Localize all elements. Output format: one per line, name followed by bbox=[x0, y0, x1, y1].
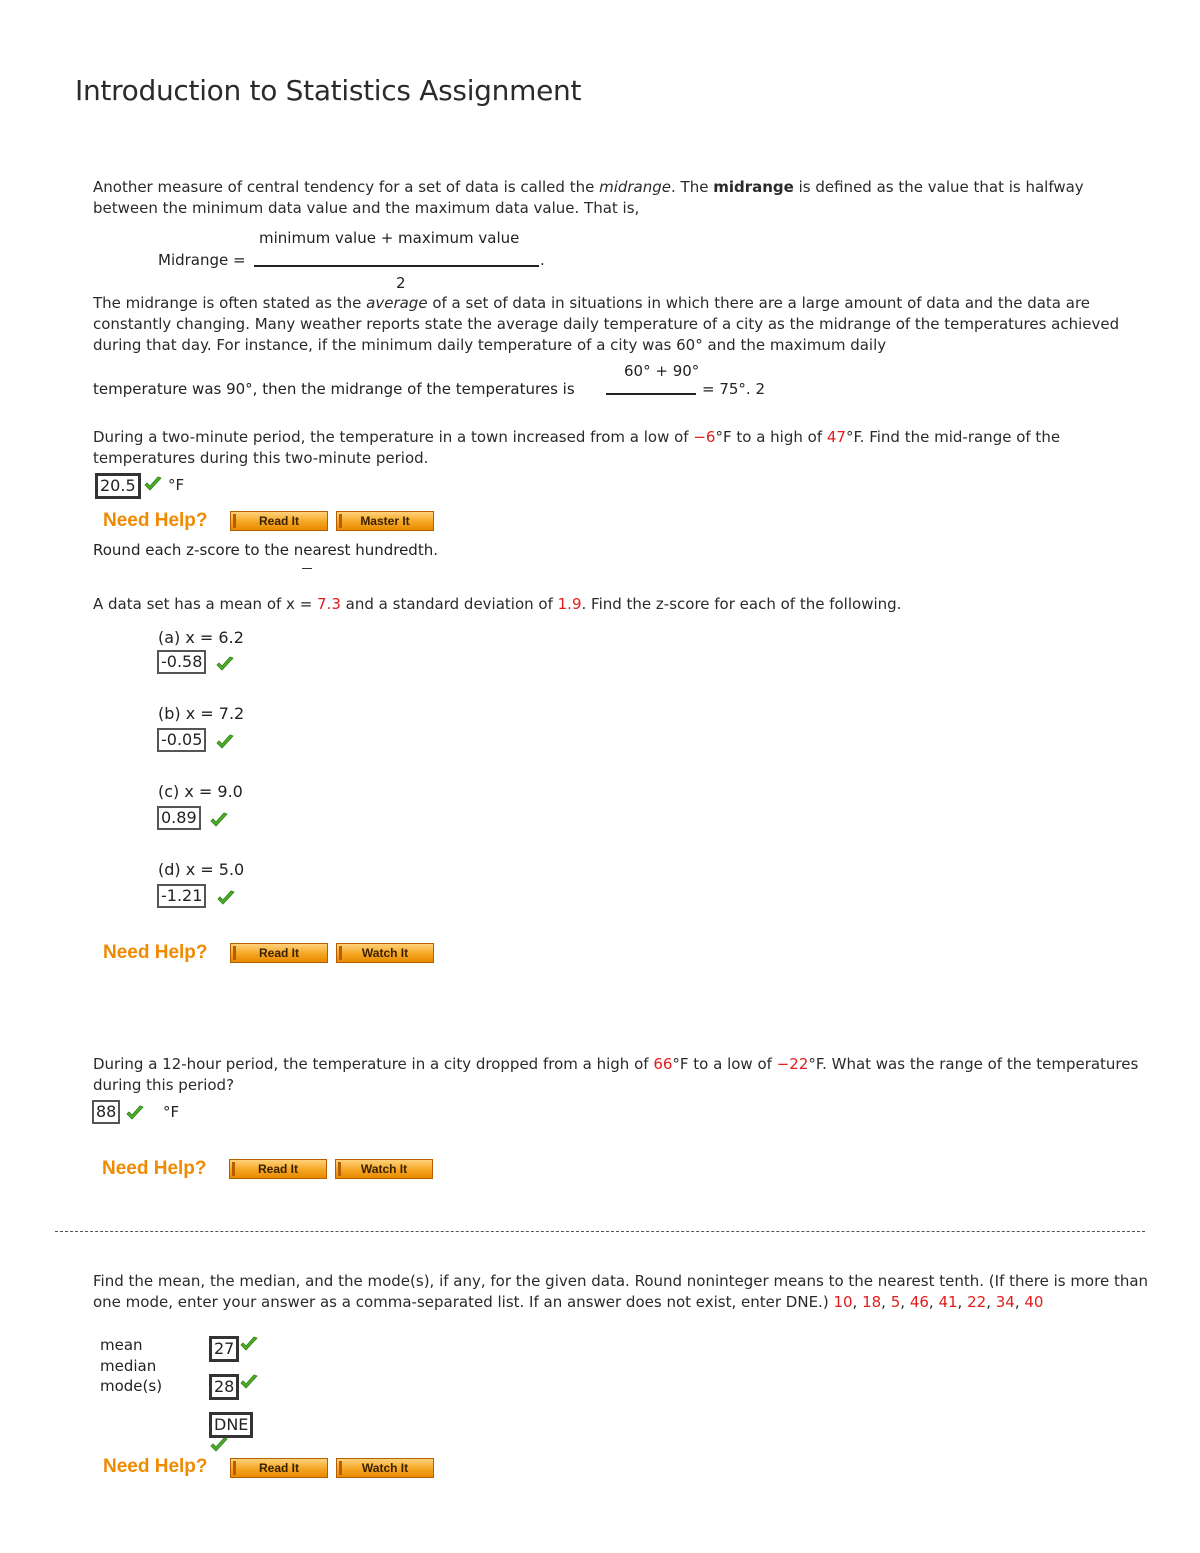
q1-low-value: −6 bbox=[693, 428, 716, 446]
watch-it-button[interactable]: Watch It bbox=[335, 1159, 433, 1179]
explanation-term: average bbox=[366, 294, 428, 312]
formula-denominator: 2 bbox=[396, 274, 406, 292]
q2-mean-value: 7.3 bbox=[317, 595, 341, 613]
q2-instruction: Round each z-score to the nearest hundredth. bbox=[93, 541, 438, 559]
x-bar-overline bbox=[302, 568, 312, 569]
explanation-text: of a set of data in situations in which there are a large amount of data and the data are constantly changing. Many weather reports state the average daily temperature of a city as the midrange of the temperatures achieved during that day. For instance, if the minimum daily temperature of a city was 60° and the maximum daily bbox=[93, 294, 1120, 354]
part-d-answer-input[interactable]: -1.21 bbox=[157, 884, 206, 908]
formula-period: . bbox=[540, 251, 545, 269]
midrange-explanation bbox=[93, 293, 1153, 356]
check-icon bbox=[209, 1437, 229, 1453]
q2-text-part: A data set has a mean of x = bbox=[93, 595, 318, 613]
check-icon bbox=[216, 890, 236, 906]
check-icon bbox=[239, 1374, 259, 1390]
q3-low-value: −22 bbox=[776, 1055, 809, 1073]
q4-text-part: Find the mean, the median, and the mode(s), if any, for the given data. Round noninteger means to the nearest tenth. (If there is more than one mode, enter your answer as a comma-separated list. If an answer does not exist, enter DNE.) bbox=[93, 1272, 1149, 1311]
q1-unit: °F bbox=[168, 476, 185, 494]
part-a-answer-input[interactable]: -0.58 bbox=[157, 650, 206, 674]
q1-answer-input[interactable]: 20.5 bbox=[95, 473, 141, 499]
check-icon bbox=[215, 656, 235, 672]
definition-text: is defined as the value that is halfway between the minimum data value and the maximum data value. That is, bbox=[93, 178, 1084, 217]
median-label: median bbox=[100, 1357, 157, 1375]
q2-sd-value: 1.9 bbox=[557, 595, 582, 613]
mean-label: mean bbox=[100, 1336, 143, 1354]
read-it-button[interactable]: Read It bbox=[230, 1458, 328, 1478]
q3-answer-input[interactable]: 88 bbox=[92, 1100, 120, 1124]
check-icon bbox=[239, 1336, 259, 1352]
part-c-label: (c) x = 9.0 bbox=[158, 782, 243, 801]
master-it-button[interactable]: Master It bbox=[336, 511, 434, 531]
formula-fraction-bar bbox=[254, 265, 539, 267]
q1-text bbox=[93, 427, 1153, 469]
q1-text-part: °F to a high of bbox=[715, 428, 827, 446]
part-a-label: (a) x = 6.2 bbox=[158, 628, 244, 647]
q3-text-part: °F to a low of bbox=[672, 1055, 777, 1073]
need-help-label: Need Help? bbox=[103, 1456, 208, 1477]
q2-text-part: . Find the z-score for each of the following. bbox=[581, 595, 902, 613]
check-icon bbox=[215, 734, 235, 750]
check-icon bbox=[125, 1105, 145, 1121]
formula-label: Midrange = bbox=[158, 251, 246, 269]
data-value: 40 bbox=[1024, 1293, 1044, 1311]
median-answer-input[interactable]: 28 bbox=[209, 1374, 239, 1400]
data-value: 18 bbox=[862, 1293, 882, 1311]
need-help-label: Need Help? bbox=[103, 942, 208, 963]
part-d-label: (d) x = 5.0 bbox=[158, 860, 245, 879]
example-text: temperature was 90°, then the midrange of the temperatures is bbox=[93, 380, 575, 398]
q1-text-part: During a two-minute period, the temperature in a town increased from a low of bbox=[93, 428, 694, 446]
page-title: Introduction to Statistics Assignment bbox=[75, 74, 582, 107]
section-divider bbox=[55, 1231, 1145, 1232]
part-b-answer-input[interactable]: -0.05 bbox=[157, 728, 206, 752]
q2-text-part: and a standard deviation of bbox=[340, 595, 558, 613]
midrange-definition bbox=[93, 177, 1153, 219]
data-value: 46 bbox=[909, 1293, 929, 1311]
check-icon bbox=[143, 476, 163, 492]
need-help-label: Need Help? bbox=[103, 510, 208, 531]
q1-text-part: °F. Find the mid-range of the temperatures during this two-minute period. bbox=[93, 428, 1061, 467]
q3-unit: °F bbox=[163, 1103, 180, 1121]
mode-answer-input[interactable]: DNE bbox=[209, 1412, 253, 1438]
data-value: 22 bbox=[967, 1293, 987, 1311]
data-value: 5 bbox=[890, 1293, 901, 1311]
check-icon bbox=[209, 812, 229, 828]
part-b-label: (b) x = 7.2 bbox=[158, 704, 245, 723]
watch-it-button[interactable]: Watch It bbox=[336, 1458, 434, 1478]
read-it-button[interactable]: Read It bbox=[229, 1159, 327, 1179]
example-numerator: 60° + 90° bbox=[624, 362, 700, 380]
definition-text: Another measure of central tendency for a set of data is called the bbox=[93, 178, 600, 196]
q3-text-part: During a 12-hour period, the temperature in a city dropped from a high of bbox=[93, 1055, 654, 1073]
part-c-answer-input[interactable]: 0.89 bbox=[157, 806, 201, 830]
q1-high-value: 47 bbox=[826, 428, 846, 446]
data-value: 34 bbox=[995, 1293, 1015, 1311]
mean-answer-input[interactable]: 27 bbox=[209, 1336, 239, 1362]
explanation-text: The midrange is often stated as the bbox=[93, 294, 367, 312]
example-fraction-bar bbox=[606, 393, 696, 395]
definition-term: midrange bbox=[599, 178, 672, 196]
q2-text bbox=[93, 594, 1153, 615]
mode-label: mode(s) bbox=[100, 1377, 163, 1395]
definition-text: . The bbox=[671, 178, 714, 196]
example-result: = 75°. 2 bbox=[702, 380, 766, 398]
read-it-button[interactable]: Read It bbox=[230, 511, 328, 531]
q3-text-part: °F. What was the range of the temperatures during this period? bbox=[93, 1055, 1139, 1094]
formula-numerator: minimum value + maximum value bbox=[259, 229, 520, 247]
q3-high-value: 66 bbox=[653, 1055, 673, 1073]
need-help-label: Need Help? bbox=[102, 1158, 207, 1179]
watch-it-button[interactable]: Watch It bbox=[336, 943, 434, 963]
definition-term-bold: midrange bbox=[713, 178, 794, 196]
q3-text bbox=[93, 1054, 1153, 1096]
data-value: 41 bbox=[938, 1293, 958, 1311]
read-it-button[interactable]: Read It bbox=[230, 943, 328, 963]
q4-text: Find the mean, the median, and the mode(s), if any, for the given data. Round noninteger means to the nearest tenth. (If there is more than one mode, enter your answer as a comma-separated list. If an answer does not exist, enter DNE.) 10, 18, 5, 46, 41, 22, 34, 40 bbox=[93, 1272, 1149, 1311]
data-value: 10 bbox=[833, 1293, 853, 1311]
